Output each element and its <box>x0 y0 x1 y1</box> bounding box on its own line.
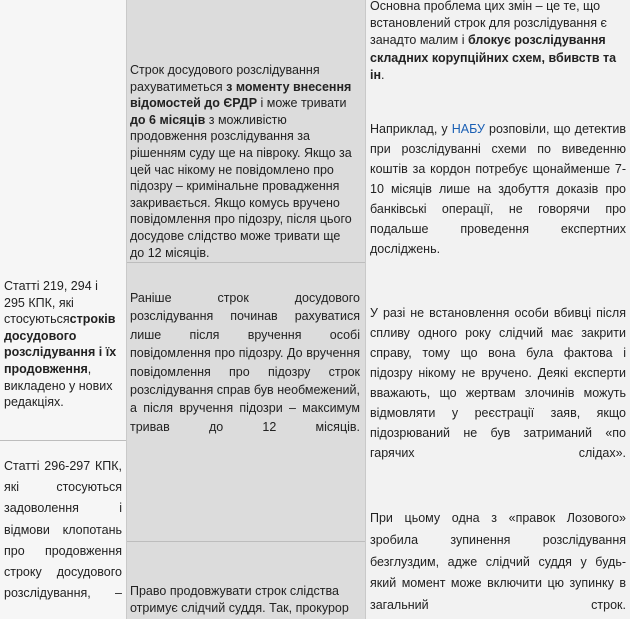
column-consequences <box>366 0 630 619</box>
nabu-link[interactable]: НАБУ <box>451 122 485 136</box>
new-term-rules-cell <box>130 62 356 261</box>
extension-right-cell <box>130 583 362 616</box>
cell-text: Статті 219, 294 і 295 КПК, які стосуються <box>4 279 98 327</box>
murder-case-cell <box>370 303 626 463</box>
cell-text: розповіли, що детектив при розслідуванні схеми по виведенню коштів за кордон потребує щонайменше 7-10 місяців лише на здобуття доказів про банківські операції, не говорячи про подальше проведення експертних досліджень. <box>370 122 626 256</box>
row-divider <box>0 440 126 441</box>
cell-bold-text: строків досудового розслідування і їх продовження <box>4 312 117 376</box>
cell-text: Строк досудового розслідування рахуватиметься <box>130 63 320 94</box>
cell-text: Наприклад, у <box>370 122 452 136</box>
row-divider <box>127 541 365 542</box>
lozovyi-amendment-cell <box>370 508 626 617</box>
previous-rules-cell <box>130 289 360 436</box>
cell-text: Статті 296-297 КПК, які стосуються задоволення і відмови клопотань про продовження строку досудового розслідування, – <box>4 459 122 601</box>
cell-text: , викладено у нових редакціях. <box>4 361 113 410</box>
cell-text: . <box>381 67 385 82</box>
cell-text: Раніше строк досудового розслідування починав рахуватися лише після вручення особі повідомлення про підозру. До вручення повідомлення про підозру строк розслідування справ був необмежений, а після вручення підозри – максимум тривав до 12 місяців. <box>130 291 360 434</box>
cell-text: Основна проблема цих змін – це те, що встановлений строк для розслідування є занадто малим і <box>370 0 607 48</box>
cell-text: Право продовжувати строк слідства отримує слідчий суддя. Так, прокурор <box>130 584 349 615</box>
cell-bold-text: до 6 місяців <box>130 112 206 127</box>
main-problem-cell <box>370 0 626 84</box>
articles-219-294-295-cell <box>4 278 122 411</box>
cell-text: При цьому одна з «правок Лозового» зробила зупинення розслідування безглуздим, адже слідчий суддя у будь-який момент може включити цю зупинку в загальний строк. <box>370 511 626 613</box>
cell-bold-text: з моменту внесення відомостей до ЄРДР <box>130 79 352 111</box>
cell-text: У разі не встановлення особи вбивці після спливу одного року слідчий має закрити справу, тому що вона була фактова і підозру нікому не вручено. Деякі експерти вважають, що жертвам злочинів можуть відмовляти у реєстрації заяв, якщо підозрюваний не був затриманий «по гарячих слідах». <box>370 306 626 460</box>
row-divider <box>127 262 365 263</box>
column-changes <box>127 0 365 619</box>
cell-text: з можливістю продовження розслідування за рішенням суду ще на півроку. Якщо за цей час нікому не повідомлено про підозру – кримінальне провадження закривається. Якщо комусь вручено повідомлення про підозру, після цього досудове слідство може тривати ще до 12 місяців. <box>130 112 352 260</box>
articles-296-297-cell <box>4 456 122 604</box>
column-articles <box>0 0 126 619</box>
cell-bold-text: блокує розслідування складних корупційних схем, вбивств та ін <box>370 33 617 82</box>
cell-text: і може тривати <box>257 96 347 111</box>
nabu-example-cell <box>370 119 626 259</box>
